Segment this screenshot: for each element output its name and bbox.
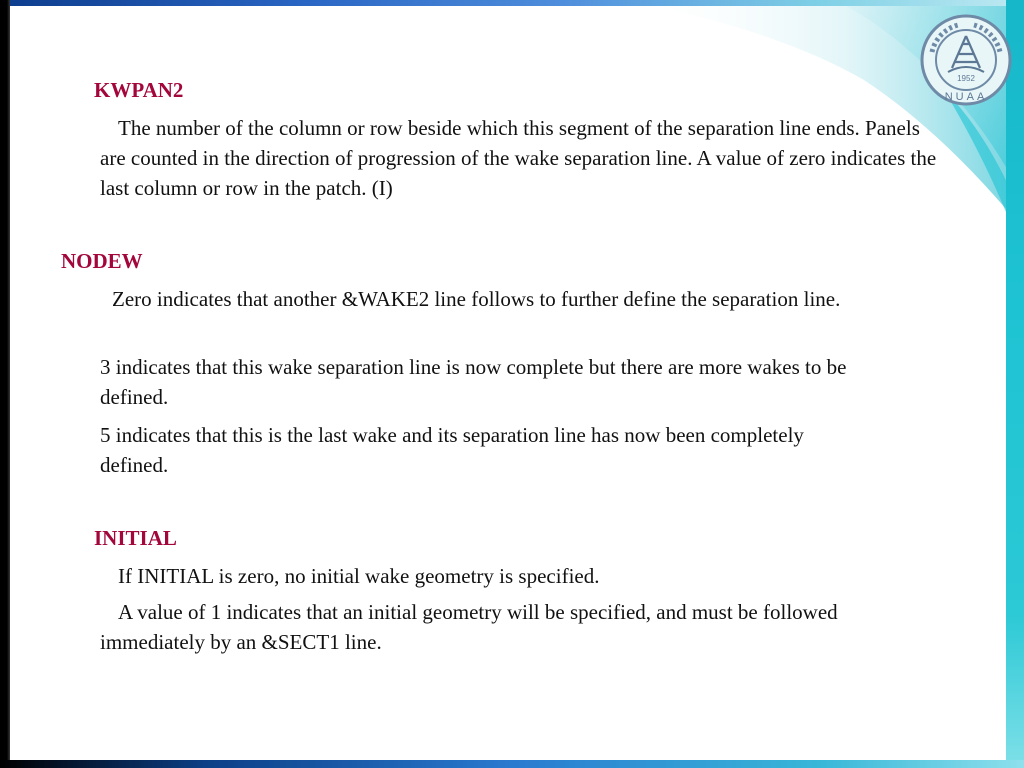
heading-kwpan2: KWPAN2 — [94, 78, 184, 102]
heading-nodew: NODEW — [61, 249, 143, 273]
initial-zero-description: If INITIAL is zero, no initial wake geometry is specified. — [118, 564, 600, 588]
right-accent-band — [1006, 0, 1024, 768]
top-accent-bar — [0, 0, 1024, 6]
nodew-zero-description: Zero indicates that another &WAKE2 line follows to further define the separation line. — [112, 287, 841, 311]
logo-letters: NUAA — [944, 91, 988, 103]
left-border-bar — [0, 0, 10, 768]
nodew-five-description: 5 indicates that this is the last wake and its separation line has now been completely defined. — [100, 423, 804, 477]
initial-one-description: A value of 1 indicates that an initial geometry will be specified, and must be followed immediately by an &SECT1 line. — [100, 600, 838, 654]
nodew-three-description: 3 indicates that this wake separation line is now complete but there are more wakes to be defined. — [100, 355, 847, 409]
bottom-accent-bar — [0, 760, 1024, 768]
logo-year: 1952 — [957, 74, 975, 83]
nuaa-university-seal-icon — [918, 12, 1014, 108]
heading-initial: INITIAL — [94, 526, 177, 550]
kwpan2-description: The number of the column or row beside which this segment of the separation line ends. Panels are counted in the direction of progression of the wake separation line. A value of zero indicates the last column or row in the patch. (I) — [100, 116, 937, 200]
